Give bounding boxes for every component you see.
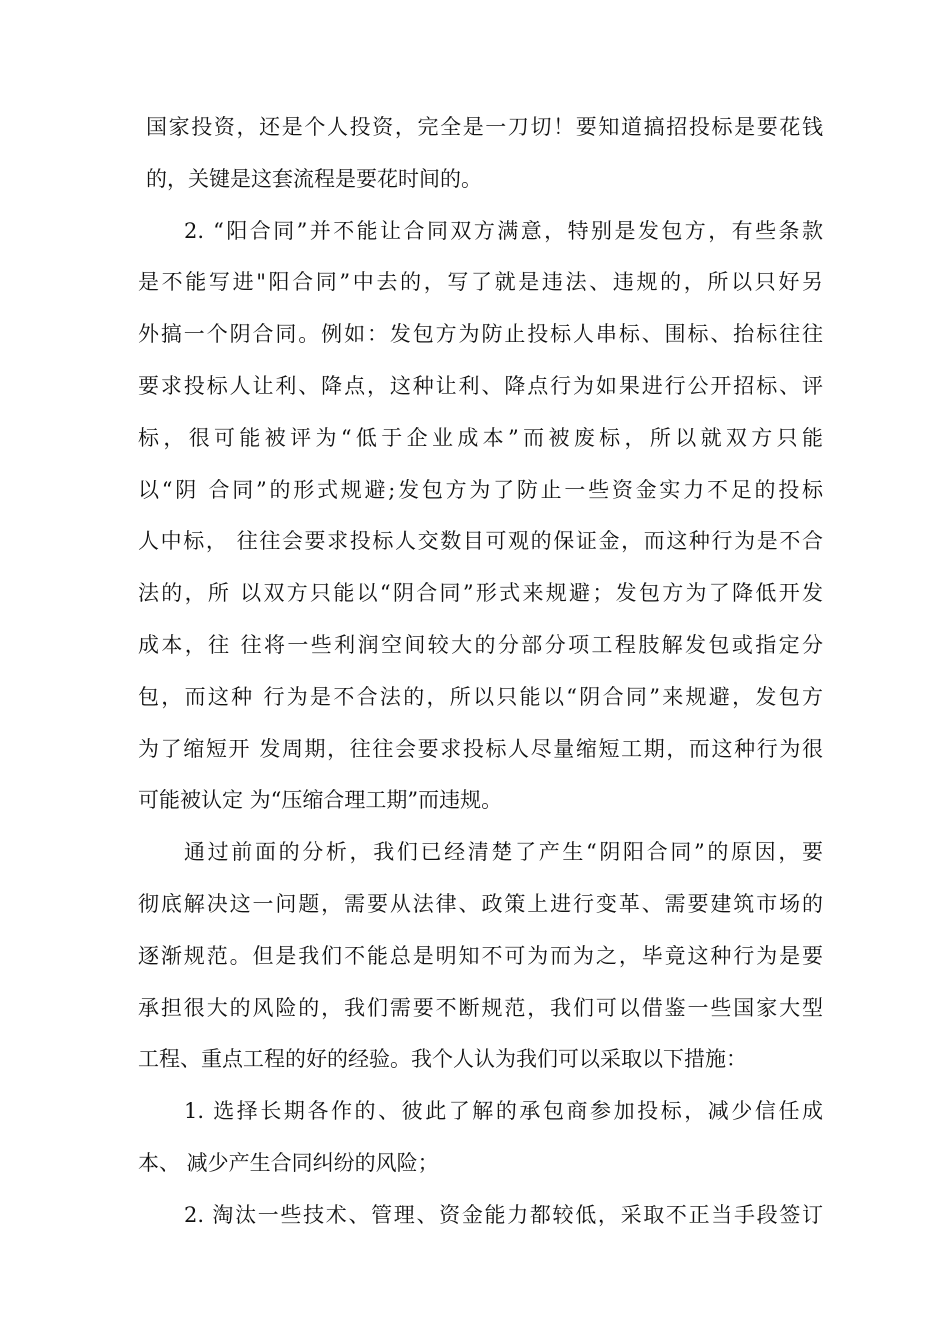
document-body: [138, 102, 823, 1242]
text-line: 2. 淘汰一些技术、管理、资金能力都较低，采取不正当手段签订: [184, 1202, 823, 1227]
text-line: 工程、重点工程的好的经验。我个人认为我们可以采取以下措施：: [138, 1047, 747, 1072]
text-line: 通过前面的分析，我们已经清楚了产生“阴阳合同”的原因，要: [184, 840, 823, 865]
text-line: 逐渐规范。但是我们不能总是明知不可为而为之，毕竟这种行为是要: [138, 943, 823, 968]
text-line: 2. “阳合同”并不能让合同双方满意，特别是发包方，有些条款: [184, 218, 823, 243]
text-line: 本、 减少产生合同纠纷的风险；: [138, 1150, 439, 1175]
text-line: 包，而这种 行为是不合法的，所以只能以“阴合同”来规避，发包方: [138, 684, 823, 709]
text-line: 承担很大的风险的，我们需要不断规范，我们可以借鉴一些国家大型: [138, 995, 823, 1020]
text-line: 的，关键是这套流程是要花时间的。: [146, 166, 482, 191]
text-line: 国家投资，还是个人投资，完全是一刀切！要知道搞招投标是要花钱: [146, 115, 823, 139]
text-line: 是不能写进"阳合同”中去的，写了就是违法、违规的，所以只好另: [138, 270, 823, 295]
text-line: 以“阴 合同”的形式规避;发包方为了防止一些资金实力不足的投标: [138, 477, 823, 502]
text-line: 法的，所 以双方只能以“阴合同”形式来规避；发包方为了降低开发: [138, 581, 823, 606]
text-line: 外搞一个阴合同。例如：发包方为防止投标人串标、围标、抬标往往: [138, 322, 823, 347]
text-line: 1. 选择长期各作的、彼此了解的承包商参加投标，减少信任成: [184, 1099, 823, 1124]
text-line: 标，很可能被评为“低于企业成本”而被废标，所以就双方只能: [138, 425, 823, 450]
text-line: 要求投标人让利、降点，这种让利、降点行为如果进行公开招标、评: [138, 373, 823, 398]
text-line: 彻底解决这一问题，需要从法律、政策上进行变革、需要建筑市场的: [138, 891, 823, 916]
text-line: 可能被认定 为“压缩合理工期”而违规。: [138, 788, 503, 813]
text-line: 人中标， 往往会要求投标人交数目可观的保证金，而这种行为是不合: [138, 529, 823, 554]
text-line: 为了缩短开 发周期，往往会要求投标人尽量缩短工期，而这种行为很: [138, 736, 823, 761]
text-line: 成本，往 往将一些利润空间较大的分部分项工程肢解发包或指定分: [138, 632, 823, 657]
